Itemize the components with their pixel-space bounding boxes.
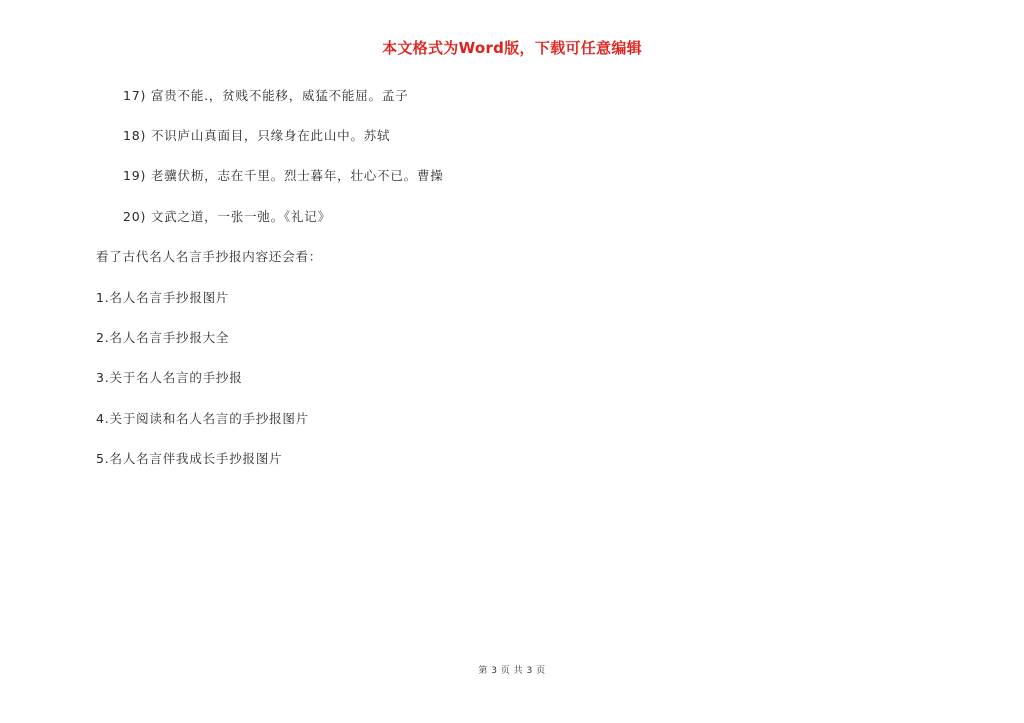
related-link-1[interactable]: 1.名人名言手抄报图片 bbox=[96, 290, 230, 305]
related-link-4[interactable]: 4.关于阅读和名人名言的手抄报图片 bbox=[96, 411, 310, 426]
quote-line-19: 19) 老骥伏枥，志在千里。烈士暮年，壮心不已。曹操 bbox=[123, 168, 444, 183]
page-number-footer: 第 3 页 共 3 页 bbox=[478, 666, 546, 676]
quote-line-17: 17) 富贵不能.，贫贱不能移，威猛不能屈。孟子 bbox=[123, 88, 409, 103]
related-link-5[interactable]: 5.名人名言伴我成长手抄报图片 bbox=[96, 451, 283, 466]
related-link-3[interactable]: 3.关于名人名言的手抄报 bbox=[96, 370, 243, 385]
quote-line-20: 20) 文武之道，一张一弛。《礼记》 bbox=[123, 209, 331, 224]
word-format-banner: 本文格式为Word版，下载可任意编辑 bbox=[382, 39, 642, 57]
related-heading: 看了古代名人名言手抄报内容还会看： bbox=[96, 249, 323, 264]
related-link-2[interactable]: 2.名人名言手抄报大全 bbox=[96, 330, 230, 345]
quote-line-18: 18) 不识庐山真面目，只缘身在此山中。苏轼 bbox=[123, 128, 391, 143]
